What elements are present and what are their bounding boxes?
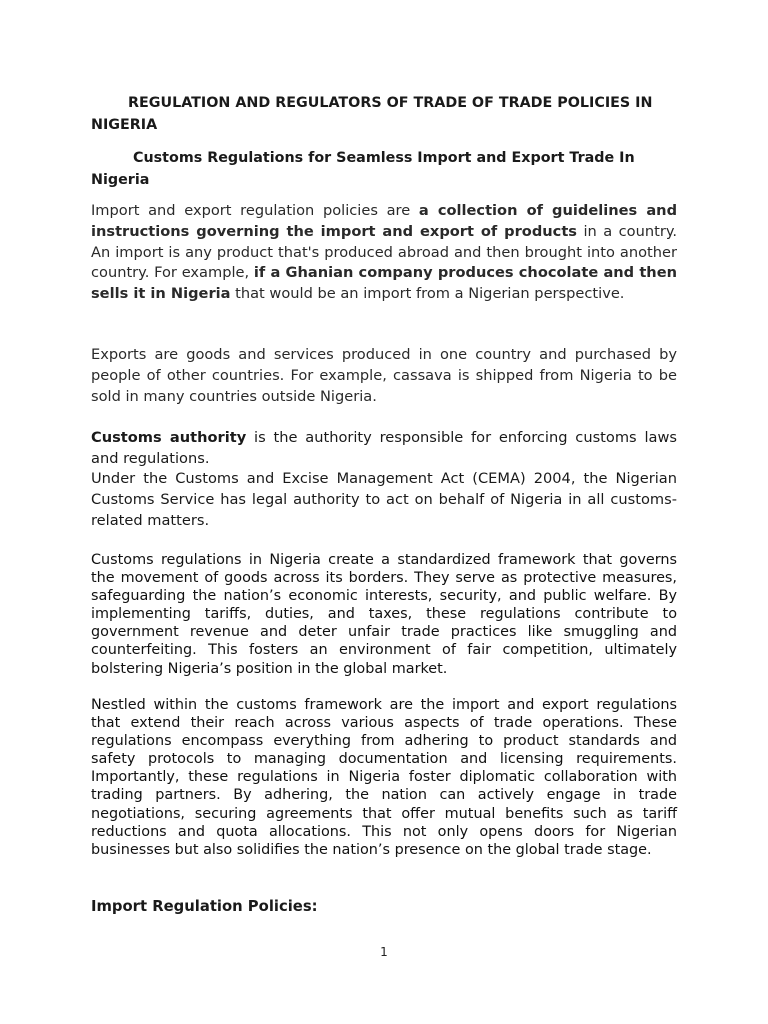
paragraph-cema: Under the Customs and Excise Management Act (CEMA) 2004, the Nigerian Customs Service has legal authority to act on behalf of Nigeria in all customs-related matters. — [91, 470, 677, 529]
page-number: 1 — [380, 945, 388, 959]
document-subtitle: Customs Regulations for Seamless Import and Export Trade In Nigeria — [91, 150, 635, 188]
bold-run: a collection of guidelines and instructions governing the import and export of products — [91, 202, 678, 240]
text-run: Import and export regulation policies are — [91, 202, 419, 219]
paragraph-customs-regulations: Customs regulations in Nigeria create a standardized framework that governs the movement of goods across its borders. They serve as protective measures, safeguarding the nation’s economic interests, security, and public welfare. By implementing tariffs, duties, and taxes, these regulations contribute to government revenue and deter unfair trade practices like smuggling and counterfeiting. This fosters an environment of fair competition, ultimately bolstering Nigeria’s position in the global market. — [91, 552, 677, 677]
text-run: is the authority responsible for enforcing customs laws and regulations. — [91, 429, 677, 467]
text-run: in a country. An import is any product that's produced abroad and then brought into another country. For example, — [91, 222, 678, 282]
text-run: that would be an import from a Nigerian perspective. — [230, 285, 625, 303]
paragraph-customs-authority — [91, 428, 677, 470]
section-heading-import-regulation: Import Regulation Policies: — [91, 898, 318, 915]
bold-run: if a Ghanian company produces chocolate and then sells it in Nigeria — [91, 264, 677, 303]
paragraph-import-export-regulations: Nestled within the customs framework are the import and export regulations that extend their reach across various aspects of trade operations. These regulations encompass everything from adhering to product standards and safety protocols to managing documentation and licensing requirements. Importantly, these regulations in Nigeria foster diplomatic collaboration with trading partners. By adhering, the nation can actively engage in trade negotiations, securing agreements that offer mutual benefits such as tariff reductions and quota allocations. This not only opens doors for Nigerian businesses but also solidifies the nation’s presence on the global trade stage. — [91, 697, 677, 858]
document-title: REGULATION AND REGULATORS OF TRADE OF TRADE POLICIES IN NIGERIA — [91, 95, 653, 133]
paragraph-exports: Exports are goods and services produced in one country and purchased by people of other countries. For example, cassava is shipped from Nigeria to be sold in many countries outside Nigeria. — [91, 346, 677, 405]
bold-run: Customs authority — [91, 429, 247, 446]
paragraph-import-export-definition — [91, 201, 677, 305]
